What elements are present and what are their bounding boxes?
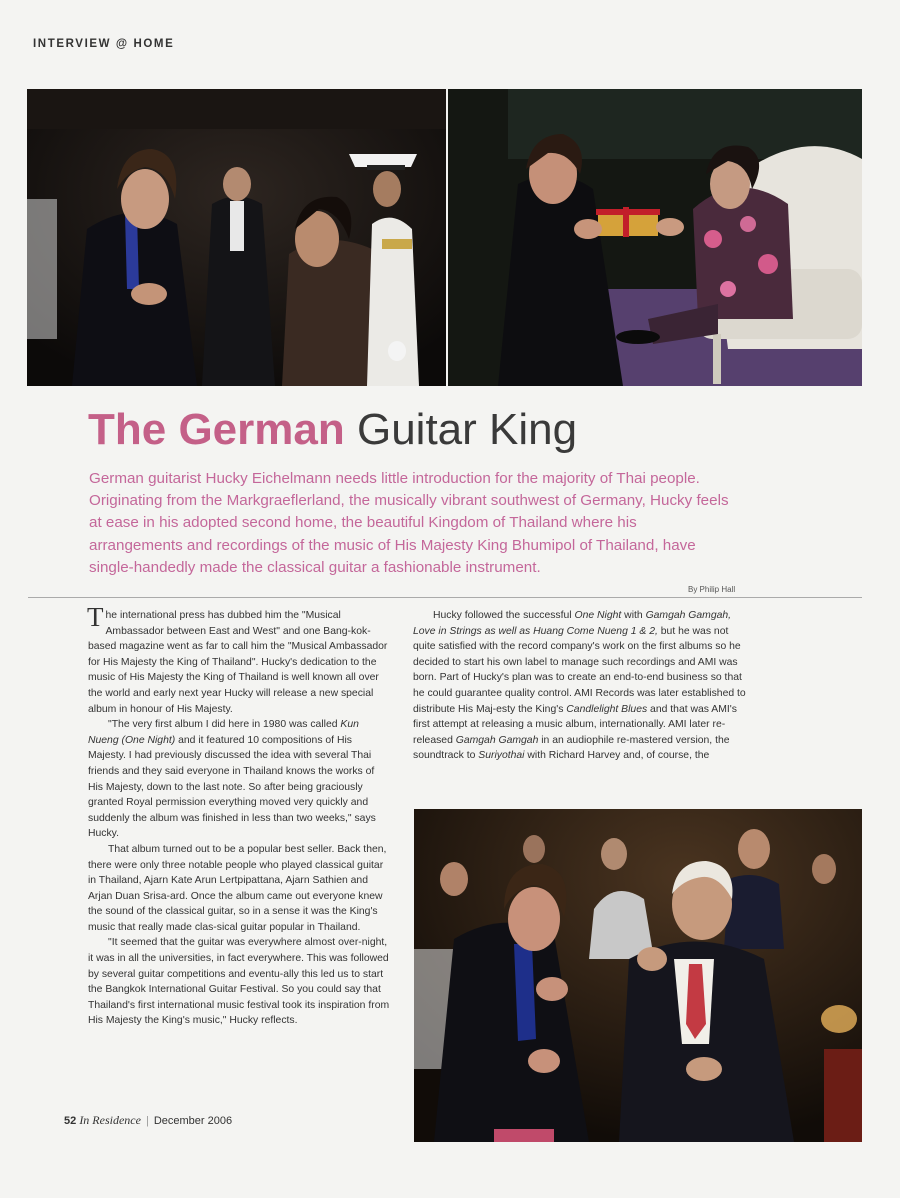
paragraph-2 <box>88 717 391 842</box>
page-footer <box>64 1113 232 1128</box>
paragraph-2-text-b: and it featured 10 compositions of His Majesty. I had previously discussed the idea with several Thai friends and they said everyone in Thailand knows the works of His Majesty, down to the last note. So after being graciously granted Royal permission everything moved very quickly and suddenly the album was finished in less than two weeks," says Hucky. <box>88 734 376 840</box>
section-label: INTERVIEW @ HOME <box>33 38 175 50</box>
paragraph-4: "It seemed that the guitar was everywhere almost over-night, it was in all the universities, in fact everywhere. This was followed by several guitar competitions and eventu-ally this led us to start the Bangkok International Guitar Festival. So you could say that Thailand's first international music festival took its inspiration from His Majesty the King's music," Hucky reflects. <box>88 937 390 1027</box>
photo-reception-left <box>27 89 446 386</box>
p5-text-d: and that was AMI's first attempt at releasing a music album, internationally. AMI later re-released <box>413 703 737 746</box>
photo-gift-presentation <box>448 89 862 386</box>
footer-separator: | <box>145 1115 149 1127</box>
album-title-one-night: One Night <box>574 610 622 621</box>
paragraph-3: That album turned out to be a popular best seller. Back then, there were only three notable people who played classical guitar in Thailand, Ajarn Kate Arun Lertpipattana, Ajarn Sathien and Arjan Duan Srisa-ard. Once the album came out everyone knew the sound of the classical guitar, so in a sense it was the King's music that really made clas-sical guitar popular in Thailand. <box>88 843 387 933</box>
album-title-kun-nueng: Kun Nueng (One Night) <box>88 719 359 746</box>
title-part-guitar-king: Guitar King <box>356 405 578 454</box>
article-deck: German guitarist Hucky Eichelmann needs little introduction for the majority of Thai people. Originating from the Markgraeflerland, the musically vibrant southwest of Germany, Hucky feels at ease in his adopted second home, the beautiful Kingdom of Thailand where his arrangements and recordings of the music of His Majesty King Bhumipol of Thailand, have single-handedly made the classical guitar a fashionable instrument. <box>89 470 729 576</box>
p5-text-a: Hucky followed the successful <box>433 610 575 621</box>
album-title-candlelight-blues: Candlelight Blues <box>566 703 648 715</box>
p5-text-b: with <box>621 610 646 621</box>
drop-cap: T <box>87 602 104 632</box>
issue-date: December 2006 <box>153 1115 233 1127</box>
paragraph-2-text-a: "The very first album I did here in 1980 was called <box>108 719 341 731</box>
p5-text-f: with Richard Harvey and, of course, the <box>524 750 710 762</box>
byline: By Philip Hall <box>688 585 736 594</box>
body-column-2 <box>413 608 753 764</box>
album-titles-list: Gamgah Gamgah, Love in Strings as well as Huang Come Nueng 1 & 2, <box>413 610 732 637</box>
body-column-1 <box>87 602 391 1029</box>
page-number: 52 <box>64 1115 77 1127</box>
photo-conversation <box>414 809 862 1142</box>
p5-text-e: in an audiophile re-mastered version, the soundtrack to <box>413 734 730 762</box>
album-title-gamgah: Gamgah Gamgah <box>455 734 539 746</box>
paragraph-1-text: he international press has dubbed him the "Musical Ambassador between East and West" and one Bang-kok-based magazine went as far to call him the "Musical Ambassador for His Majesty the King of Thailand". Hucky's dedication to the music of His Majesty the King of Thailand is well known all over the world and early next year Hucky will release a new special album in honour of His Majesty. <box>88 610 388 715</box>
divider <box>28 597 862 598</box>
title-part-german: The German <box>88 405 345 454</box>
paragraph-5 <box>413 608 753 764</box>
album-title-suriyothai: Suriyothai <box>478 750 525 762</box>
p5-text-c: but he was not quite satisfied with the record company's work on the first albums so he decided to start his own label to manage such recordings and AMI was born. Part of Hucky's plan was to create an end-to-end business so that he could guarantee quality control. AMI Records was later established to distribute His Maj-esty the King's <box>413 625 746 715</box>
paragraph-1 <box>87 602 391 717</box>
article-title <box>88 400 577 460</box>
magazine-name: In Residence <box>79 1113 141 1127</box>
